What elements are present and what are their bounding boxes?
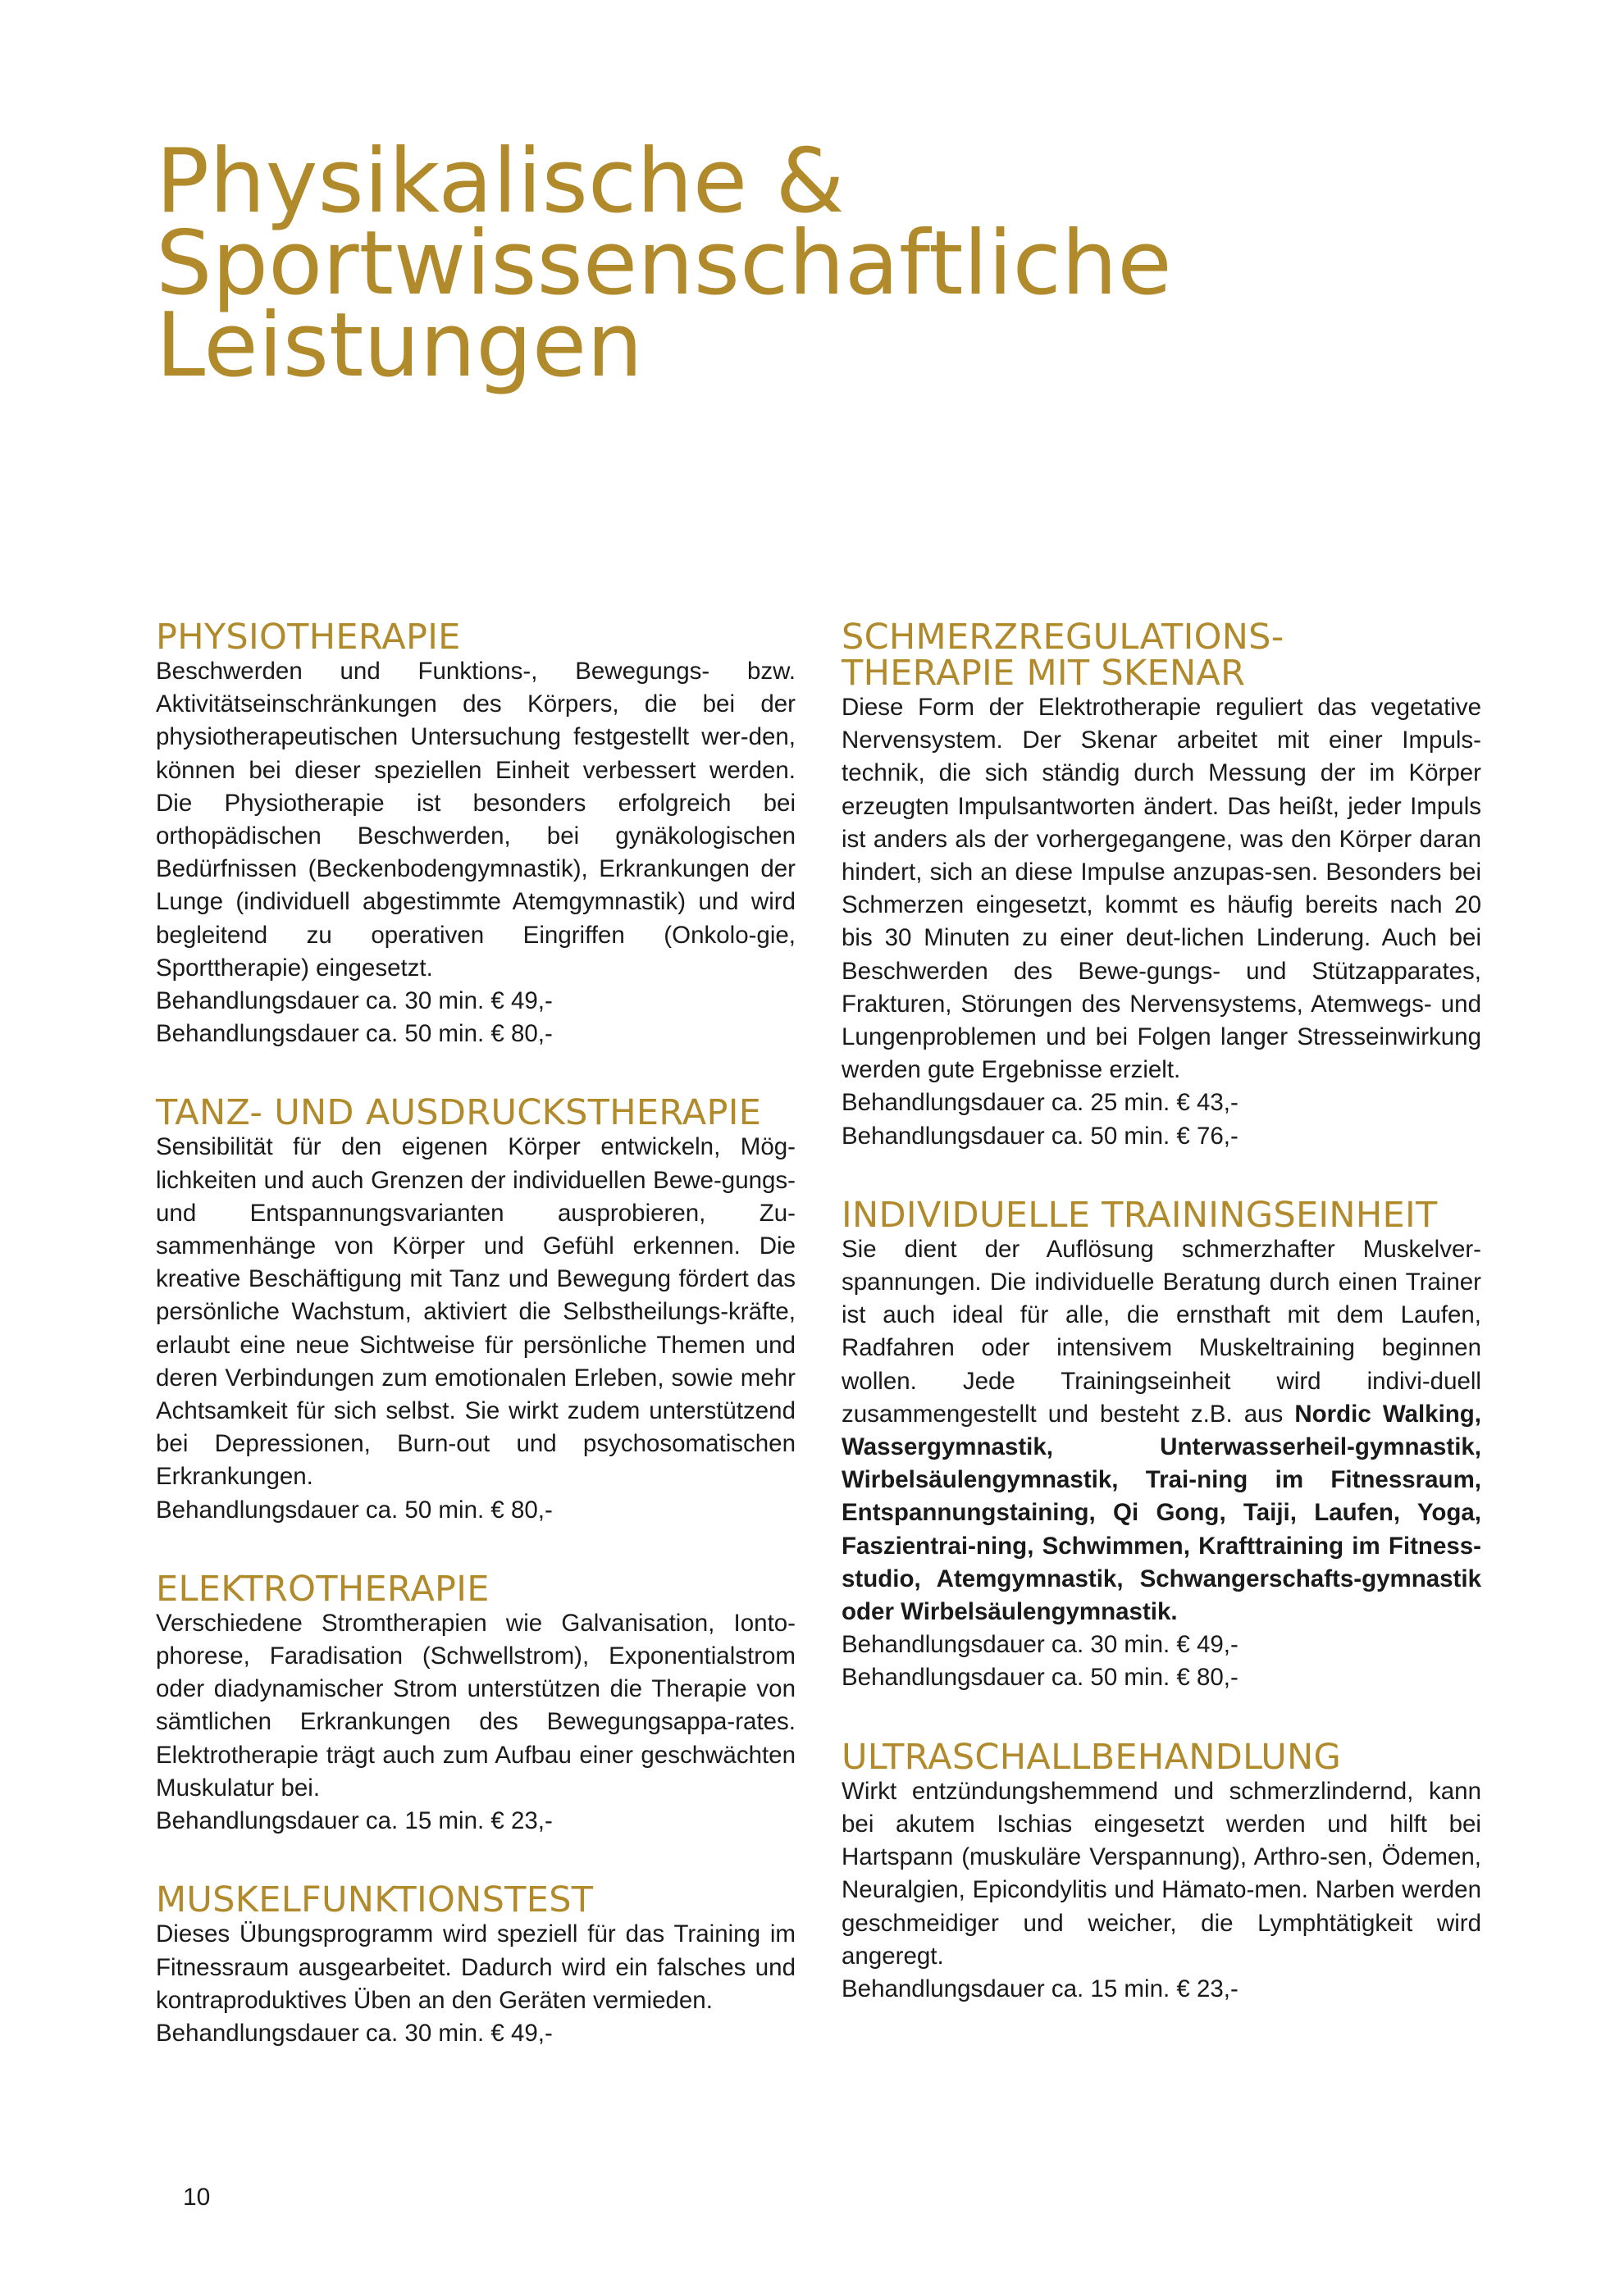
section-body: Verschiedene Stromtherapien wie Galvanisation, Ionto-phorese, Faradisation (Schwellstrom), Exponentialstrom oder diadynamischer Strom unterstützen die Therapie von sämtlichen Erkrankungen des Bewegungsappa-rates. Elektrotherapie trägt auch zum Aufbau einer geschwächten Muskulatur bei.: [156, 1609, 796, 1802]
heading-line: SCHMERZREGULATIONS-: [842, 617, 1284, 658]
price-line: Behandlungsdauer ca. 50 min. € 80,-: [842, 1664, 1239, 1692]
price-line: Behandlungsdauer ca. 30 min. € 49,-: [156, 987, 553, 1015]
heading-line: THERAPIE MIT SKENAR: [842, 653, 1246, 694]
right-column: [842, 619, 1481, 2050]
section-tanz-ausdruckstherapie: [156, 1092, 796, 1526]
section-muskelfunktionstest: [156, 1879, 796, 2050]
left-column: [156, 619, 796, 2094]
title-line: Physikalische &: [156, 130, 845, 233]
section-heading: ELEKTROTHERAPIE: [156, 1568, 490, 1610]
price-line: Behandlungsdauer ca. 30 min. € 49,-: [842, 1631, 1239, 1659]
section-elektrotherapie: [156, 1568, 796, 1838]
section-body: Dieses Übungsprogramm wird speziell für das Training im Fitnessraum ausgearbeitet. Dadurch wird ein falsches und kontraproduktives Üben an den Geräten vermieden.: [156, 1920, 796, 2014]
section-body: Beschwerden und Funktions-, Bewegungs- bzw. Aktivitätseinschränkungen des Körpers, die bei der physiotherapeutischen Untersuchung festgestellt wer-den, können bei dieser speziellen Einheit verbessert werden. Die Physiotherapie ist besonders erfolgreich bei orthopädischen Beschwerden, bei gynäkologischen Bedürfnissen (Beckenbodengymnastik), Erkrankungen der Lunge (individuell abgestimmte Atemgymnastik) und wird begleitend zu operativen Eingriffen (Onkolo-gie, Sporttherapie) eingesetzt.: [156, 658, 796, 982]
title-line: Leistungen: [156, 294, 643, 397]
section-heading: ULTRASCHALLBEHANDLUNG: [842, 1736, 1342, 1778]
section-heading: TANZ- UND AUSDRUCKSTHERAPIE: [156, 1092, 762, 1134]
section-heading: [842, 617, 1481, 694]
page-title: [156, 130, 1172, 397]
price-line: Behandlungsdauer ca. 50 min. € 80,-: [156, 1020, 553, 1048]
price-line: Behandlungsdauer ca. 50 min. € 76,-: [842, 1122, 1239, 1150]
section-individuelle-trainingseinheit: [842, 1194, 1482, 1695]
price-line: Behandlungsdauer ca. 50 min. € 80,-: [156, 1496, 553, 1524]
section-body: [842, 1233, 1481, 1629]
section-body: Sensibilität für den eigenen Körper entwickeln, Mög-lichkeiten und auch Grenzen der individuellen Bewe-gungs- und Entspannungsvarianten ausprobieren, Zu-sammenhänge von Körper und Gefühl erkennen. Die kreative Beschäftigung mit Tanz und Bewegung fördert das persönliche Wachstum, aktiviert die Selbstheilungs-kräfte, erlaubt eine neue Sichtweise für persönliche Themen und deren Verbindungen zum emotionalen Erleben, sowie mehr Achtsamkeit für sich selbst. Sie wirkt zudem unterstützend bei Depressionen, Burn-out und psychosomatischen Erkrankungen.: [156, 1133, 796, 1491]
section-physiotherapie: [156, 619, 796, 1050]
section-heading: INDIVIDUELLE TRAININGSEINHEIT: [842, 1194, 1438, 1236]
section-ultraschallbehandlung: [842, 1736, 1481, 2006]
price-line: Behandlungsdauer ca. 25 min. € 43,-: [842, 1089, 1239, 1117]
section-heading: PHYSIOTHERAPIE: [156, 617, 461, 658]
price-line: Behandlungsdauer ca. 15 min. € 23,-: [156, 1807, 553, 1835]
body-text: Sie dient der Auflösung schmerzhafter Muskelver-spannungen. Die individuelle Beratung durch einen Trainer ist auch ideal für alle, die ernsthaft mit dem Laufen, Radfahren oder intensivem Muskeltraining beginnen wollen. Jede Trainingseinheit wird indivi-duell zusammengestellt und besteht z.B. aus: [842, 1235, 1481, 1428]
section-schmerzregulationstherapie: [842, 619, 1481, 1153]
title-line: Sportwissenschaftliche: [156, 212, 1172, 315]
section-heading: MUSKELFUNKTIONSTEST: [156, 1879, 594, 1921]
section-body: Wirkt entzündungshemmend und schmerzlindernd, kann bei akutem Ischias eingesetzt werden und hilft bei Hartspann (muskuläre Verspannung), Arthro-sen, Ödemen, Neuralgien, Epicondylitis und Hämato-men. Narben werden geschmeidiger und weicher, die Lymphtätigkeit wird angeregt.: [842, 1777, 1481, 1970]
price-line: Behandlungsdauer ca. 30 min. € 49,-: [156, 2019, 553, 2047]
price-line: Behandlungsdauer ca. 15 min. € 23,-: [842, 1975, 1239, 2002]
page-number: 10: [183, 2184, 211, 2211]
section-body: Diese Form der Elektrotherapie reguliert das vegetative Nervensystem. Der Skenar arbeitet mit einer Impuls-technik, die sich ständig durch Messung der im Körper erzeugten Impulsantworten ändert. Das heißt, jeder Impuls ist anders als der vorhergegangene, was den Körper daran hindert, sich an diese Impulse anzupas-sen. Besonders bei Schmerzen eingesetzt, kommt es häufig bereits nach 20 bis 30 Minuten zu einer deut-lichen Linderung. Auch bei Beschwerden des Bewe-gungs- und Stützapparates, Frakturen, Störungen des Nervensystems, Atemwegs- und Lungenproblemen und bei Folgen langer Stresseinwirkung werden gute Ergebnisse erzielt.: [842, 694, 1481, 1084]
body-bold-text: Nordic Walking, Wassergymnastik, Unterwasserheil-gymnastik, Wirbelsäulengymnastik, Trai-ning im Fitnessraum, Entspannungstaining, Qi Gong, Taiji, Laufen, Yoga, Faszientrai-ning, Schwimmen, Krafttraining im Fitness-studio, Atemgymnastik, Schwangerschafts-gymnastik oder Wirbelsäulengymnastik.: [842, 1400, 1482, 1626]
